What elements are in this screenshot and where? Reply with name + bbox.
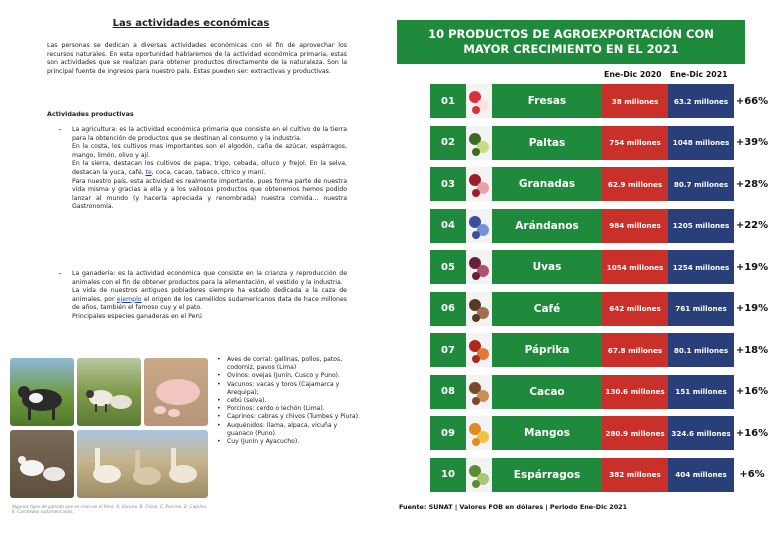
agriculture-sierra-b: , coca, cacao, tabaco, cítrico y maní.	[151, 168, 266, 176]
llama-icon	[77, 430, 208, 498]
product-row	[430, 416, 768, 450]
column-header-2020: Ene-Dic 2020	[604, 70, 662, 79]
value-2021: 63.2 millones	[668, 84, 734, 118]
agriculture-importance: Para nuestro país, esta actividad es realmente importante, pues forma parte de nuestra vida misma y gracias a ella y a los valiosos productos que obtenemos hemos podido lanzar al mundo (y hacerla apreciada y renombrada) nuestra comida... nuestra Gastronomía.	[72, 177, 347, 211]
product-image	[466, 375, 492, 409]
growth-percent: +28%	[735, 178, 768, 190]
agriculture-sierra-a: En la sierra, destacan los cultivos de papa, trigo, cebada, olluco y frejol. En la selva, destacan la yuca, café,	[72, 160, 347, 176]
product-image	[466, 333, 492, 367]
photo-caption: Algunos tipos de ganado que se crían en el Perú: A. Vacuno. B. Ovino. C. Porcino. D. Caprino. E. Camélidos sudamericanos.	[12, 504, 208, 515]
fruit-icon	[466, 250, 492, 284]
livestock-history-b: el origen de los camélidos sudamericanos data de hace millones de años, también el famoso cuy y el pato.	[72, 295, 347, 312]
product-image	[466, 416, 492, 450]
species-item: • Aves de corral: gallinas, pollos, patos, codorniz, pavos (Lima)	[215, 356, 365, 372]
dash-bullet: –	[58, 125, 62, 133]
product-image	[466, 209, 492, 243]
growth-percent: +19%	[735, 303, 768, 314]
product-row	[430, 167, 768, 201]
product-row	[430, 84, 768, 118]
value-2020: 280.9 millones	[602, 416, 668, 450]
species-item: • Ovinos: ovejas (Junín, Cusco y Puno).	[215, 372, 365, 380]
value-2020: 62.9 millones	[602, 167, 668, 201]
product-name: Fresas	[492, 84, 602, 118]
livestock-history-a: La vida de nuestros antiguos pobladores siempre ha estado dedicada a la caza de animales, por	[72, 287, 347, 303]
left-page	[0, 0, 382, 543]
pig-icon	[144, 358, 208, 426]
value-2021: 151 millones	[668, 375, 734, 409]
product-name: Páprika	[492, 333, 602, 367]
rank-number: 02	[430, 126, 466, 160]
species-item: • Porcinos: cerdo o lechón (Lima).	[215, 405, 365, 413]
value-2021: 1048 millones	[668, 126, 734, 160]
species-item: • Auquénidos: llama, alpaca, vicuña y guanaco (Puno).	[215, 422, 365, 438]
page-title: Las actividades económicas	[112, 18, 270, 29]
fruit-icon	[466, 167, 492, 201]
rank-number: 07	[430, 333, 466, 367]
cow-icon	[10, 358, 74, 426]
product-row	[430, 458, 768, 492]
growth-percent: +66%	[735, 95, 768, 107]
product-image	[466, 167, 492, 201]
photo-camelids	[77, 430, 208, 498]
product-image	[466, 292, 492, 326]
intro-paragraph: Las personas se dedican a diversas actividades económicas con el fin de aprovechar los recursos naturales. En esta oportunidad hablaremos de la actividad económica primaria, estas son actividades que se realizan para obtener productos directamente de la naturaleza. Son la principal fuente de ingresos para nuestro país. Estas pueden ser: extractivas y productivas.	[47, 42, 347, 75]
growth-percent: +39%	[735, 137, 768, 148]
rank-number: 10	[430, 458, 466, 492]
value-2020: 130.6 millones	[602, 375, 668, 409]
fruit-icon	[466, 292, 492, 326]
title-line-1: 10 PRODUCTOS DE AGROEXPORTACIÓN CON	[428, 27, 714, 41]
product-image	[466, 126, 492, 160]
growth-percent: +22%	[735, 220, 768, 231]
product-row	[430, 250, 768, 284]
product-name: Mangos	[492, 416, 602, 450]
growth-percent: +16%	[735, 386, 768, 397]
species-item: • Cuy (Junín y Ayacucho).	[215, 438, 365, 446]
source-note: Fuente: SUNAT | Valores FOB en dólares | Periodo Ene-Dic 2021	[399, 503, 628, 511]
product-row	[430, 209, 768, 243]
growth-percent: +16%	[735, 427, 768, 439]
livestock-photo-grid	[10, 358, 208, 498]
value-2021: 1205 millones	[668, 209, 734, 243]
rank-number: 03	[430, 167, 466, 201]
agriculture-text	[72, 126, 347, 212]
value-2021: 404 millones	[668, 458, 734, 492]
fruit-icon	[466, 126, 492, 160]
value-2021: 80.1 millones	[668, 333, 734, 367]
growth-percent: +6%	[739, 469, 765, 480]
fruit-icon	[466, 416, 492, 450]
value-2020: 38 millones	[602, 84, 668, 118]
rank-number: 01	[430, 84, 466, 118]
rank-number: 08	[430, 375, 466, 409]
fruit-icon	[466, 333, 492, 367]
livestock-history	[72, 287, 347, 313]
fruit-icon	[466, 209, 492, 243]
product-row	[430, 126, 768, 160]
ejemplo-link[interactable]: ejemplo	[116, 295, 142, 303]
infographic-title	[397, 20, 745, 64]
livestock-species-heading: Principales especies ganaderas en el Perú	[72, 312, 202, 320]
te-link[interactable]: te	[145, 168, 152, 176]
fruit-icon	[466, 84, 492, 118]
agriculture-def: La agricultura: es la actividad económica primaria que consiste en el cultivo de la tierra para la obtención de productos que se destinan al consumo y la industria.	[72, 126, 347, 142]
species-list	[215, 356, 365, 446]
agriculture-sierra	[72, 160, 347, 177]
photo-pig	[144, 358, 208, 426]
fruit-icon	[466, 375, 492, 409]
photo-goats	[10, 430, 74, 498]
product-image	[466, 250, 492, 284]
product-row	[430, 292, 768, 326]
product-image	[466, 84, 492, 118]
growth-percent: +18%	[735, 344, 768, 356]
value-2020: 642 millones	[602, 292, 668, 326]
species-item: • cebú (selva).	[215, 397, 365, 405]
value-2021: 324.6 millones	[668, 416, 734, 450]
value-2020: 1054 millones	[602, 250, 668, 284]
fruit-icon	[466, 458, 492, 492]
product-image	[466, 458, 492, 492]
right-page	[394, 0, 768, 543]
product-row	[430, 375, 768, 409]
product-row	[430, 333, 768, 367]
product-name: Espárragos	[492, 458, 602, 492]
rank-number: 04	[430, 209, 466, 243]
livestock-text	[72, 270, 347, 322]
title-line-2: MAYOR CRECIMIENTO EN EL 2021	[463, 42, 679, 56]
value-2021: 1254 millones	[668, 250, 734, 284]
photo-sheep	[77, 358, 141, 426]
species-item: • Caprinos: cabras y chivos (Tumbes y Piura).	[215, 413, 365, 421]
value-2020: 754 millones	[602, 126, 668, 160]
goat-icon	[10, 430, 74, 498]
sheep-icon	[77, 358, 141, 426]
species-item: • Vacunos: vacas y toros (Cajamarca y Arequipa);	[215, 381, 365, 397]
livestock-def: La ganadería: es la actividad económica que consiste en la crianza y reproducción de animales con el fin de obtener productos para la alimentación, el vestido y la industria.	[72, 270, 347, 286]
product-name: Cacao	[492, 375, 602, 409]
value-2020: 984 millones	[602, 209, 668, 243]
value-2021: 80.7 millones	[668, 167, 734, 201]
product-name: Granadas	[492, 167, 602, 201]
photo-cattle	[10, 358, 74, 426]
value-2020: 382 millones	[602, 458, 668, 492]
growth-percent: +19%	[735, 261, 768, 273]
product-name: Arándanos	[492, 209, 602, 243]
product-name: Uvas	[492, 250, 602, 284]
value-2020: 67.8 millones	[602, 333, 668, 367]
rank-number: 05	[430, 250, 466, 284]
product-name: Paltas	[492, 126, 602, 160]
dash-bullet: –	[58, 269, 62, 277]
product-name: Café	[492, 292, 602, 326]
column-header-2021: Ene-Dic 2021	[670, 70, 728, 79]
rank-number: 09	[430, 416, 466, 450]
rank-number: 06	[430, 292, 466, 326]
subheading-productive: Actividades productivas	[47, 110, 134, 118]
agriculture-coast: En la costa, los cultivos mas importantes son el algodón, caña de azúcar, espárragos, mango, limón, olivo y ají.	[72, 143, 347, 159]
value-2021: 761 millones	[668, 292, 734, 326]
